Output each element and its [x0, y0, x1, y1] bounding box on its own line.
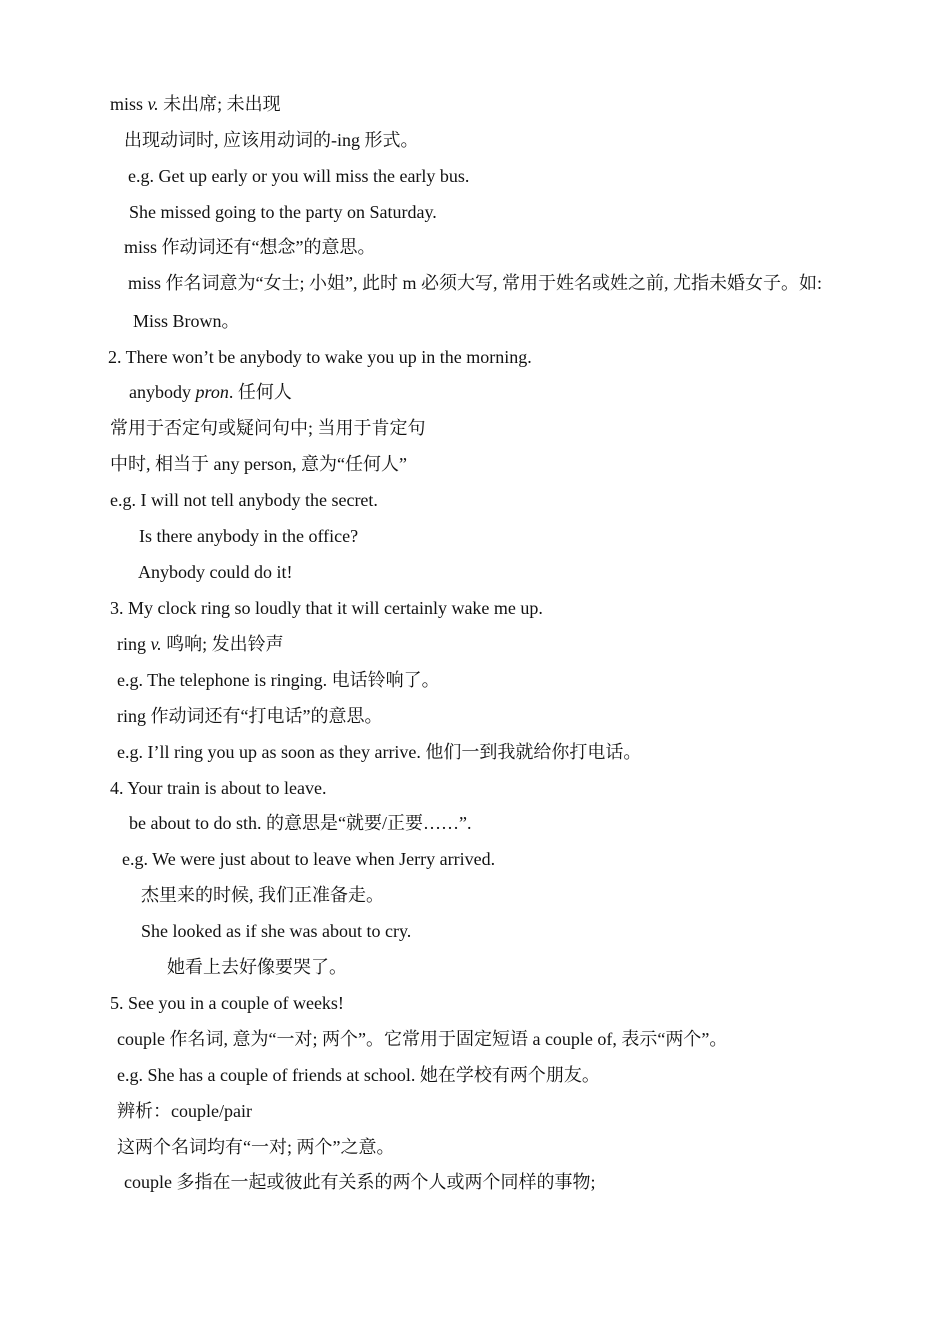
example-sentence: e.g. She has a couple of friends at school. 她在学校有两个朋友。 [117, 1065, 600, 1085]
part-of-speech: pron [195, 382, 229, 402]
text-line: 出现动词时, 应该用动词的-ing 形式。 [124, 130, 419, 150]
part-of-speech: v. [147, 94, 159, 114]
example-sentence: e.g. The telephone is ringing. 电话铃响了。 [117, 670, 440, 690]
text-line: couple 多指在一起或彼此有关系的两个人或两个同样的事物; [124, 1172, 596, 1192]
definition: 鸣响; 发出铃声 [161, 634, 284, 654]
example-sentence: Is there anybody in the office? [139, 526, 359, 546]
text-line: miss 作动词还有“想念”的意思。 [124, 237, 376, 257]
part-of-speech: v. [150, 634, 162, 654]
section-heading-4: 4. Your train is about to leave. [110, 778, 327, 798]
section-heading-5: 5. See you in a couple of weeks! [110, 993, 344, 1013]
headword: miss [110, 94, 148, 114]
text-line: 辨析：couple/pair [117, 1101, 252, 1121]
text-line: 这两个名词均有“一对; 两个”之意。 [117, 1137, 395, 1157]
translation-line: 她看上去好像要哭了。 [167, 957, 347, 977]
example-sentence: Anybody could do it! [138, 562, 293, 582]
headword: ring [117, 634, 151, 654]
translation-line: 杰里来的时候, 我们正准备走。 [141, 885, 384, 905]
example-sentence: e.g. We were just about to leave when Jerry arrived. [122, 849, 496, 869]
text-line-miss-definition [110, 93, 281, 115]
text-line: 中时, 相当于 any person, 意为“任何人” [110, 454, 407, 474]
example-sentence: She looked as if she was about to cry. [141, 921, 412, 941]
example-sentence: e.g. I’ll ring you up as soon as they arrive. 他们一到我就给你打电话。 [117, 742, 642, 762]
text-line: be about to do sth. 的意思是“就要/正要……”. [129, 813, 472, 833]
example-sentence: e.g. Get up early or you will miss the early bus. [128, 166, 470, 186]
text-line: 常用于否定句或疑问句中; 当用于肯定句 [110, 418, 426, 438]
definition: . 任何人 [228, 382, 292, 402]
headword: anybody [129, 382, 196, 402]
definition: 未出席; 未出现 [158, 94, 281, 114]
text-line: couple 作名词, 意为“一对; 两个”。它常用于固定短语 a couple of, 表示“两个”。 [117, 1029, 728, 1049]
text-line-ring-definition [117, 633, 284, 655]
text-line-anybody-definition [129, 381, 292, 403]
text-line: miss 作名词意为“女士; 小姐”, 此时 m 必须大写, 常用于姓名或姓之前, 尤指未婚女子。如: [128, 273, 822, 293]
example-sentence: She missed going to the party on Saturday. [129, 202, 437, 222]
text-line: Miss Brown。 [133, 311, 240, 331]
example-sentence: e.g. I will not tell anybody the secret. [110, 490, 378, 510]
section-heading-2: 2. There won’t be anybody to wake you up in the morning. [108, 347, 532, 367]
text-line: ring 作动词还有“打电话”的意思。 [117, 706, 383, 726]
section-heading-3: 3. My clock ring so loudly that it will certainly wake me up. [110, 598, 543, 618]
